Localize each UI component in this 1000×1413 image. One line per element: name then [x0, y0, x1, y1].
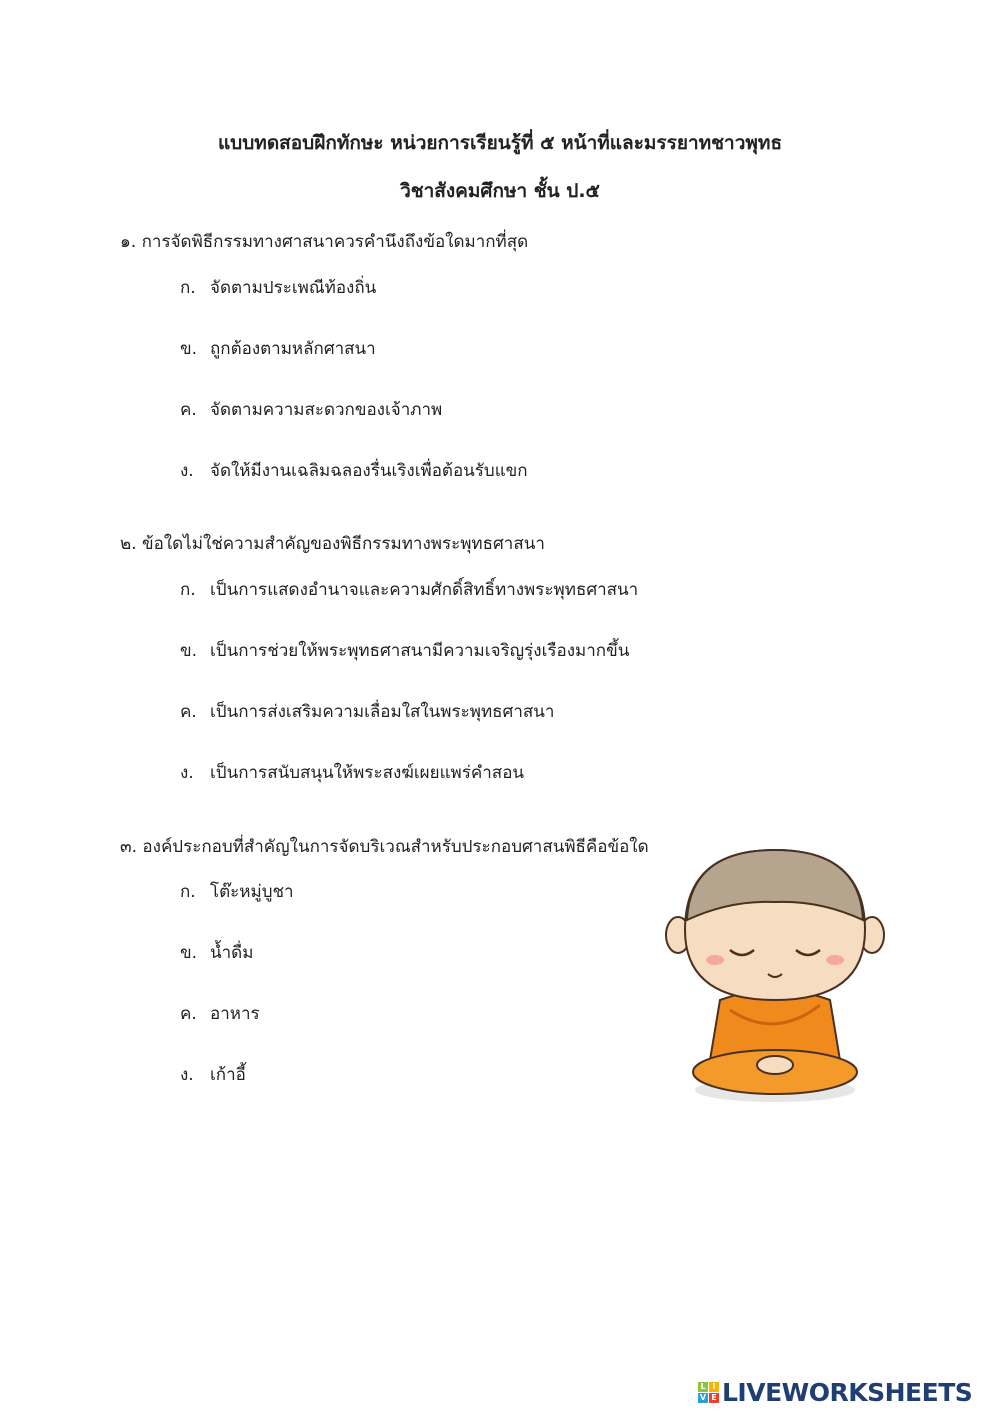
option-1b[interactable]: [180, 335, 376, 362]
option-text: ถูกต้องตามหลักศาสนา: [210, 339, 376, 359]
question-1: ๑. การจัดพิธีกรรมทางศาสนาควรคำนึงถึงข้อใดมากที่สุด: [120, 232, 529, 252]
option-label: ง.: [180, 763, 194, 783]
option-text: เป็นการช่วยให้พระพุทธศาสนามีความเจริญรุ่งเรืองมากขึ้น: [210, 641, 630, 661]
option-label: ก.: [180, 882, 196, 902]
option-1a[interactable]: [180, 274, 376, 301]
option-text: จัดให้มีงานเฉลิมฉลองรื่นเริงเพื่อต้อนรับแขก: [210, 461, 528, 481]
option-text: เก้าอี้: [210, 1065, 246, 1085]
option-2a[interactable]: [180, 576, 638, 603]
worksheet-subtitle: วิชาสังคมศึกษา ชั้น ป.๕: [400, 180, 600, 202]
option-label: ก.: [180, 278, 196, 298]
option-3a[interactable]: [180, 878, 294, 905]
logo-text: LIVEWORKSHEETS: [722, 1378, 973, 1407]
option-1d[interactable]: [180, 457, 528, 484]
logo-blocks-icon: L I V E: [698, 1382, 719, 1403]
option-3b[interactable]: [180, 939, 253, 966]
option-text: เป็นการสนับสนุนให้พระสงฆ์เผยแพร่คำสอน: [210, 763, 525, 783]
option-2d[interactable]: [180, 759, 524, 786]
option-2b[interactable]: [180, 637, 629, 664]
option-text: อาหาร: [210, 1004, 260, 1024]
option-text: น้ำดื่ม: [210, 943, 254, 963]
option-label: ง.: [180, 461, 194, 481]
option-3d[interactable]: [180, 1061, 246, 1088]
option-label: ข.: [180, 339, 198, 359]
question-3: ๓. องค์ประกอบที่สำคัญในการจัดบริเวณสำหรับประกอบศาสนพิธีคือข้อใด: [120, 837, 649, 857]
option-text: โต๊ะหมู่บูชา: [210, 882, 294, 902]
liveworksheets-logo[interactable]: [698, 1378, 972, 1407]
option-label: ข.: [180, 943, 198, 963]
monk-illustration: [660, 840, 890, 1110]
option-text: เป็นการแสดงอำนาจและความศักดิ์สิทธิ์ทางพระพุทธศาสนา: [210, 580, 639, 600]
option-label: ก.: [180, 580, 196, 600]
option-label: ค.: [180, 702, 197, 722]
option-label: ข.: [180, 641, 198, 661]
option-label: ง.: [180, 1065, 194, 1085]
option-1c[interactable]: [180, 396, 442, 423]
option-3c[interactable]: [180, 1000, 260, 1027]
option-text: เป็นการส่งเสริมความเลื่อมใสในพระพุทธศาสนา: [210, 702, 555, 722]
question-2: ๒. ข้อใดไม่ใช่ความสำคัญของพิธีกรรมทางพระพุทธศาสนา: [120, 534, 545, 554]
option-label: ค.: [180, 1004, 197, 1024]
option-label: ค.: [180, 400, 197, 420]
option-text: จัดตามประเพณีท้องถิ่น: [210, 278, 377, 298]
option-2c[interactable]: [180, 698, 554, 725]
worksheet-title: แบบทดสอบฝึกทักษะ หน่วยการเรียนรู้ที่ ๕ หน้าที่และมรรยาทชาวพุทธ: [217, 132, 783, 154]
option-text: จัดตามความสะดวกของเจ้าภาพ: [210, 400, 443, 420]
